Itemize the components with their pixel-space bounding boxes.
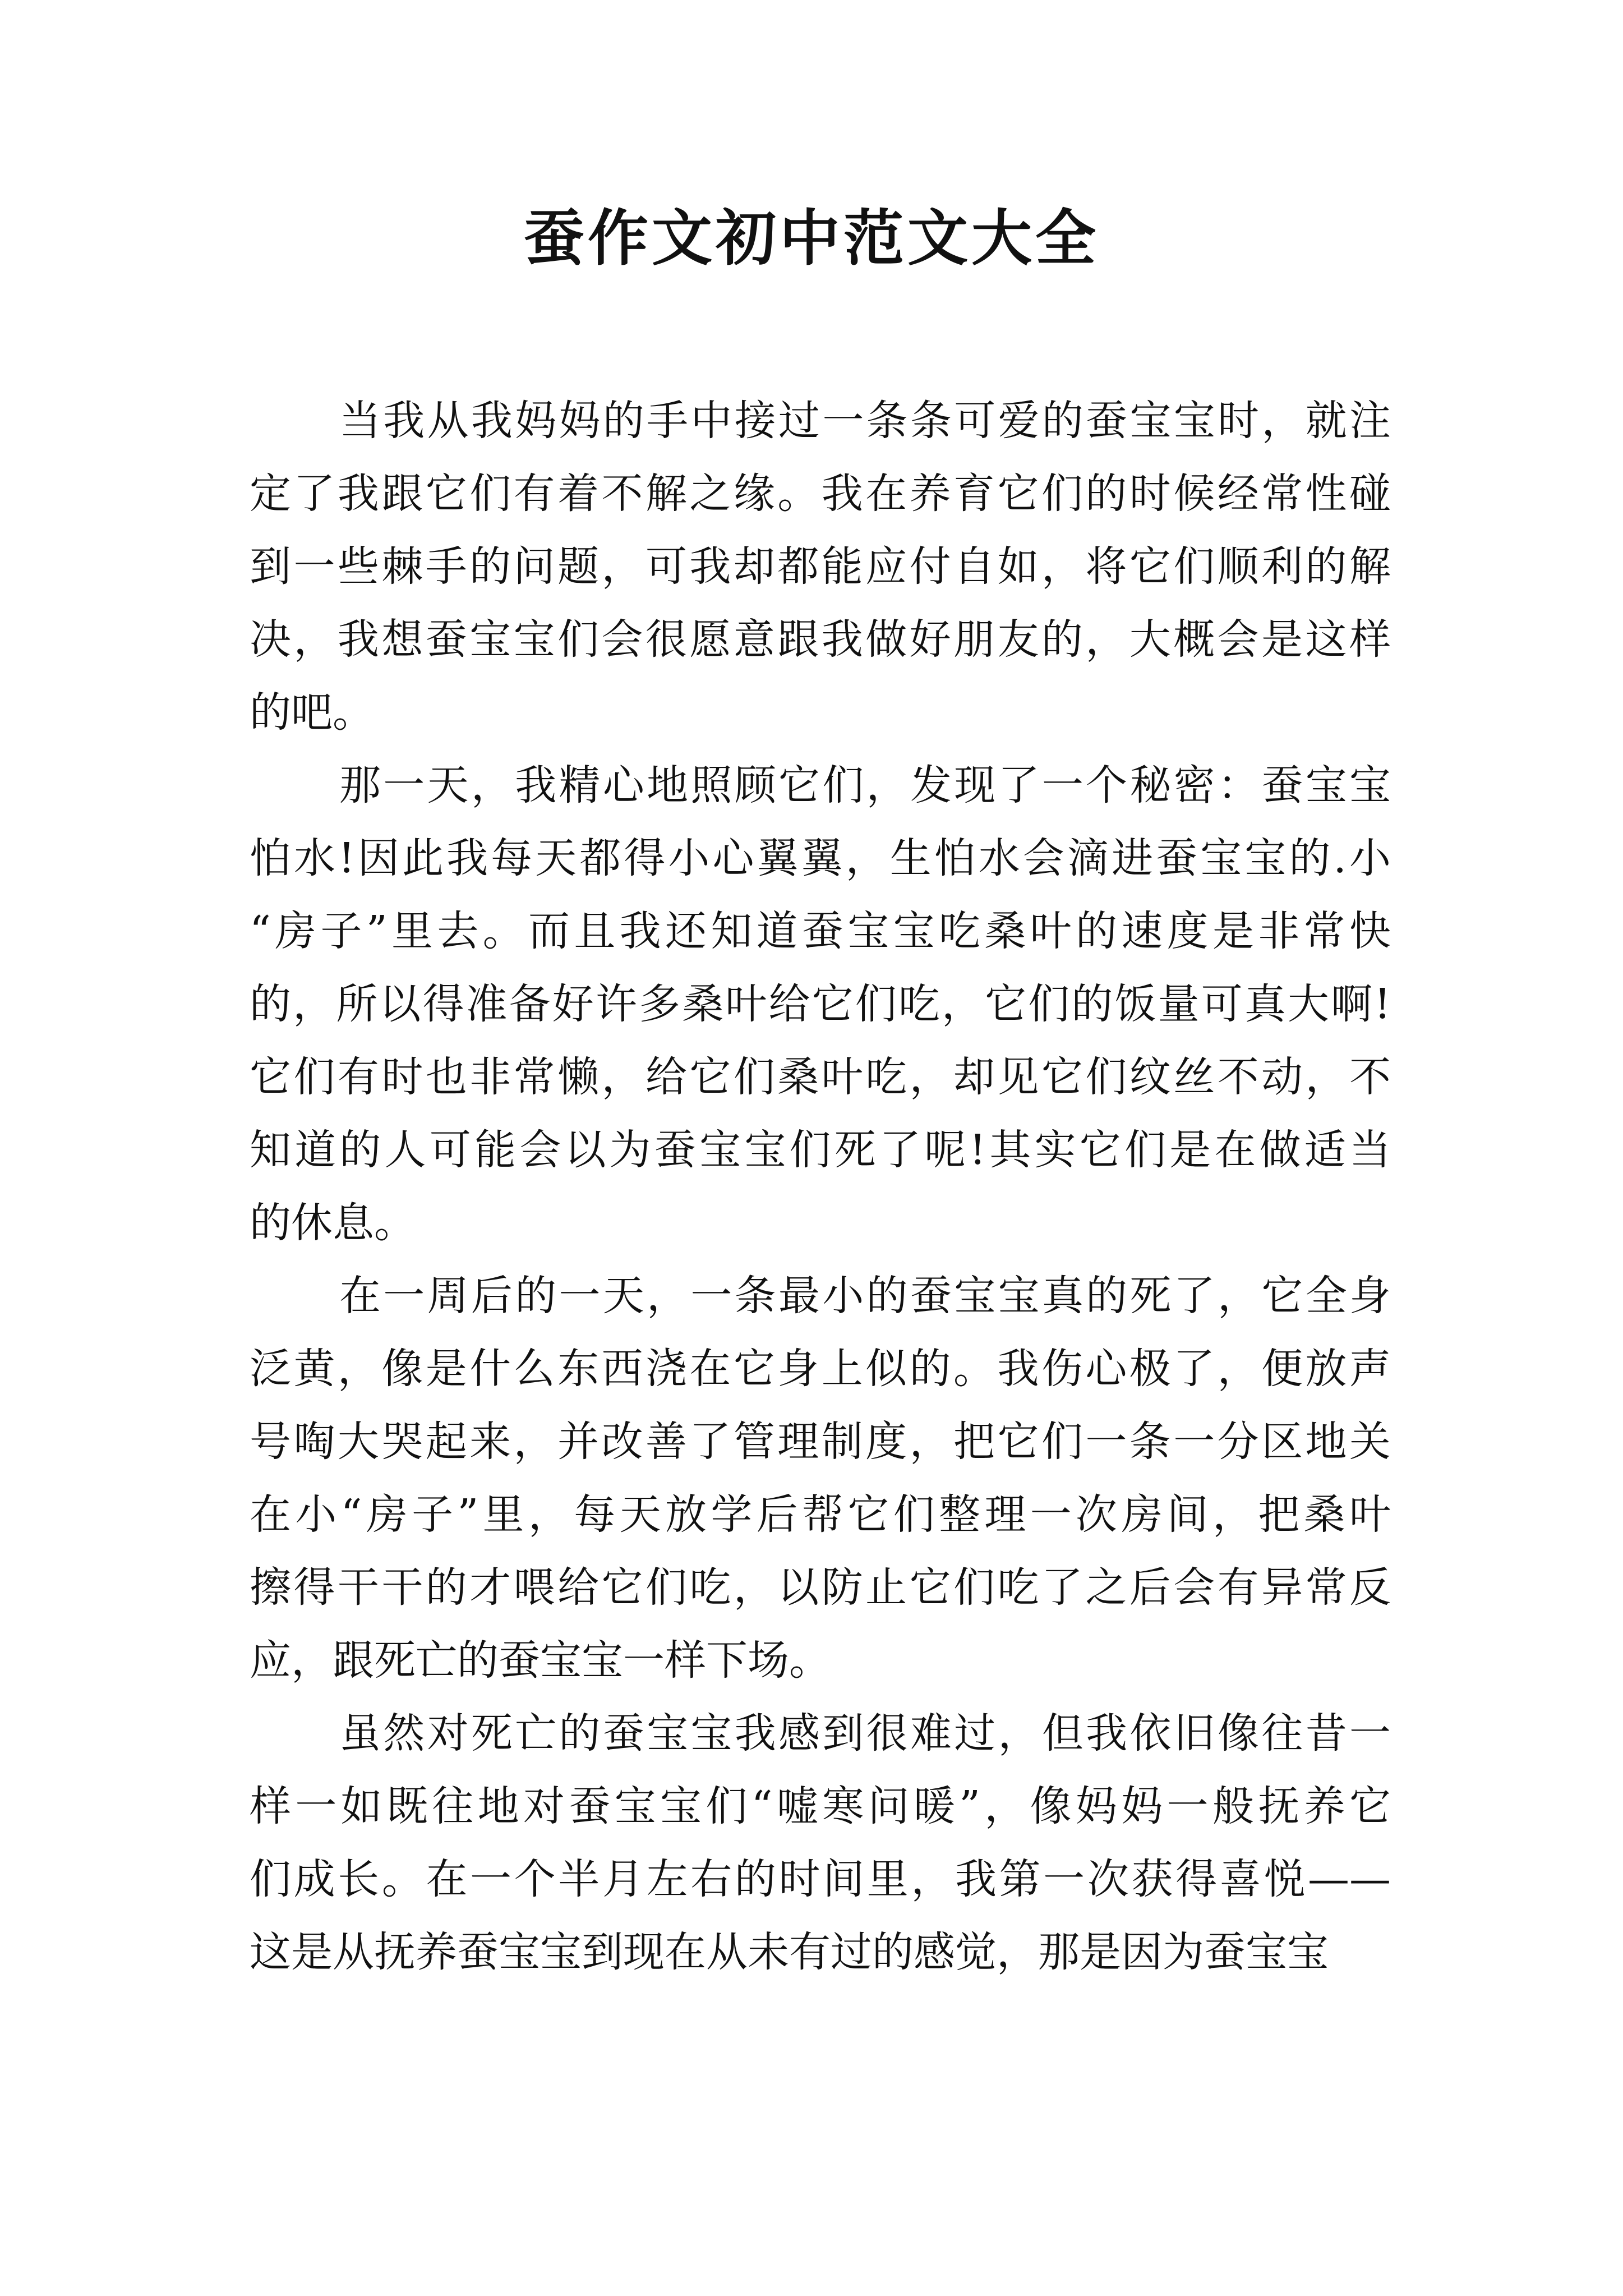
text-line xyxy=(250,1478,1391,1551)
text-line-content: 到一些棘手的问题，可我却都能应付自如，将它们顺利的解 xyxy=(250,542,1391,591)
text-line xyxy=(250,1041,1391,1114)
text-line-content: “房子”里去。而且我还知道蚕宝宝吃桑叶的速度是非常快 xyxy=(250,907,1391,955)
document-body xyxy=(250,384,1391,1989)
text-line-content: 在小“房子”里，每天放学后帮它们整理一次房间，把桑叶 xyxy=(250,1490,1391,1539)
text-line-content: 当我从我妈妈的手中接过一条条可爱的蚕宝宝时，就注 xyxy=(339,397,1391,445)
document-title: 蚕作文初中范文大全 xyxy=(523,203,1099,274)
text-line-content: 号啕大哭起来，并改善了管理制度，把它们一条一分区地关 xyxy=(250,1418,1391,1466)
text-line xyxy=(250,384,1391,457)
text-line xyxy=(250,1624,1391,1697)
paragraph xyxy=(250,384,1391,749)
text-line-content: 决，我想蚕宝宝们会很愿意跟我做好朋友的，大概会是这样 xyxy=(250,615,1391,664)
text-line-content: 样一如既往地对蚕宝宝们“嘘寒问暖”，像妈妈一般抚养它 xyxy=(250,1782,1391,1830)
text-line-content: 的休息。 xyxy=(250,1199,416,1247)
text-line-content: 的，所以得准备好许多桑叶给它们吃，它们的饭量可真大啊! xyxy=(250,980,1391,1028)
text-line xyxy=(250,1551,1391,1624)
text-line xyxy=(250,895,1391,968)
text-line-content: 在一周后的一天，一条最小的蚕宝宝真的死了，它全身 xyxy=(339,1272,1391,1320)
paragraph xyxy=(250,749,1391,1259)
text-line xyxy=(250,603,1391,676)
text-line xyxy=(250,822,1391,895)
text-line xyxy=(250,1697,1391,1770)
text-line-content: 虽然对死亡的蚕宝宝我感到很难过，但我依旧像往昔一 xyxy=(339,1709,1391,1757)
text-line-content: 擦得干干的才喂给它们吃，以防止它们吃了之后会有异常反 xyxy=(250,1563,1391,1612)
text-line-content: 应，跟死亡的蚕宝宝一样下场。 xyxy=(250,1636,831,1685)
text-line xyxy=(250,749,1391,822)
text-line-content: 怕水!因此我每天都得小心翼翼，生怕水会滴进蚕宝宝的.小 xyxy=(250,834,1391,882)
text-line xyxy=(250,1332,1391,1405)
paragraph xyxy=(250,1697,1391,1989)
text-line xyxy=(250,457,1391,530)
text-line xyxy=(250,1405,1391,1478)
text-line-content: 它们有时也非常懒，给它们桑叶吃，却见它们纹丝不动，不 xyxy=(250,1053,1391,1101)
text-line xyxy=(250,968,1391,1041)
text-line-content: 泛黄，像是什么东西浇在它身上似的。我伤心极了，便放声 xyxy=(250,1345,1391,1393)
text-line xyxy=(250,1916,1391,1989)
text-line xyxy=(250,1259,1391,1332)
text-line-content: 知道的人可能会以为蚕宝宝们死了呢!其实它们是在做适当 xyxy=(250,1126,1391,1174)
text-line xyxy=(250,530,1391,603)
text-line-content: 那一天，我精心地照顾它们，发现了一个秘密：蚕宝宝 xyxy=(339,761,1391,809)
text-line-content: 定了我跟它们有着不解之缘。我在养育它们的时候经常性碰 xyxy=(250,470,1391,518)
text-line-content: 们成长。在一个半月左右的时间里，我第一次获得喜悦—— xyxy=(250,1855,1391,1903)
paragraph xyxy=(250,1259,1391,1697)
text-line xyxy=(250,676,1391,749)
text-line xyxy=(250,1843,1391,1916)
text-line xyxy=(250,1186,1391,1259)
text-line xyxy=(250,1114,1391,1186)
text-line-content: 这是从抚养蚕宝宝到现在从未有过的感觉，那是因为蚕宝宝 xyxy=(250,1928,1329,1976)
text-line xyxy=(250,1770,1391,1843)
text-line-content: 的吧。 xyxy=(250,688,374,737)
